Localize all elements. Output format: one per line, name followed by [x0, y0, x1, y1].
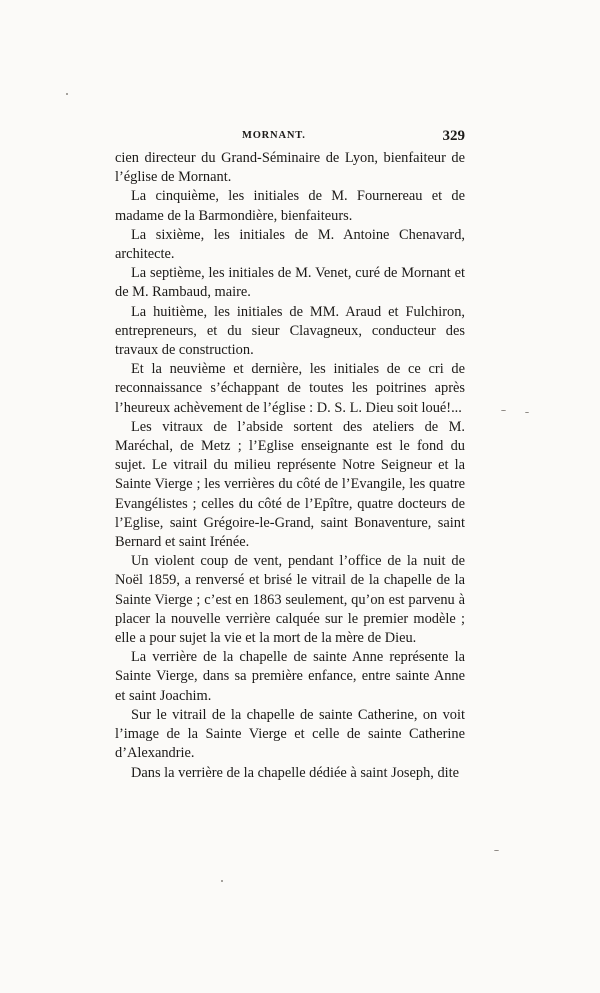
print-speck — [501, 410, 506, 411]
page-number: 329 — [442, 128, 465, 144]
print-speck — [66, 93, 68, 95]
page-header — [115, 128, 465, 148]
paragraph-continued: cien directeur du Grand-Séminaire de Lyon, bienfaiteur de l’église de Mornant. — [115, 150, 465, 186]
paragraph: La verrière de la chapelle de sainte Anne représente la Sainte Vierge, dans sa première enfance, entre sainte Anne et saint Joachim. — [115, 649, 465, 704]
running-title: MORNANT. — [242, 130, 306, 141]
paragraph: La cinquième, les initiales de M. Fournereau et de madame de la Barmondière, bienfaiteurs. — [115, 188, 465, 224]
print-speck — [494, 850, 499, 851]
body-text — [115, 149, 465, 783]
paragraph: La sixième, les initiales de M. Antoine Chenavard, architecte. — [115, 226, 465, 263]
paragraph: Et la neuvième et dernière, les initiales de ce cri de reconnaissance s’échappant de toutes les poitrines après l’heureux achèvement de l’église : D. S. L. Dieu soit loué!... — [115, 361, 465, 416]
print-speck — [525, 412, 529, 413]
paragraph: Dans la verrière de la chapelle dédiée à saint Joseph, dite — [131, 764, 460, 781]
paragraph: Les vitraux de l’abside sortent des ateliers de M. Maréchal, de Metz ; l’Eglise enseignante est le fond du sujet. Le vitrail du milieu représente Notre Seigneur et la Sainte Vierge ; les verrières du côté de l’Evangile, les quatre Evangélistes ; celles du côté de l’Epître, quatre docteurs de l’Eglise, saint Grégoire-le-Grand, saint Bonaventure, saint Bernard et saint Irénée. — [115, 418, 465, 551]
paragraph: Un violent coup de vent, pendant l’office de la nuit de Noël 1859, a renversé et brisé le vitrail de la chapelle de la Sainte Vierge ; c’est en 1863 seulement, qu’on est parvenu à placer la nouvelle verrière calquée sur le premier modèle ; elle a pour sujet la vie et la mort de la mère de Dieu. — [115, 553, 465, 647]
print-speck — [221, 880, 223, 882]
paragraph: La huitième, les initiales de MM. Araud et Fulchiron, entrepreneurs, et du sieur Clavagneux, conducteur des travaux de construction. — [115, 303, 465, 359]
paragraph: Sur le vitrail de la chapelle de sainte Catherine, on voit l’image de la Sainte Vierge et celle de sainte Catherine d’Alexandrie. — [115, 706, 465, 762]
paragraph: La septième, les initiales de M. Venet, curé de Mornant et de M. Rambaud, maire. — [115, 265, 465, 301]
